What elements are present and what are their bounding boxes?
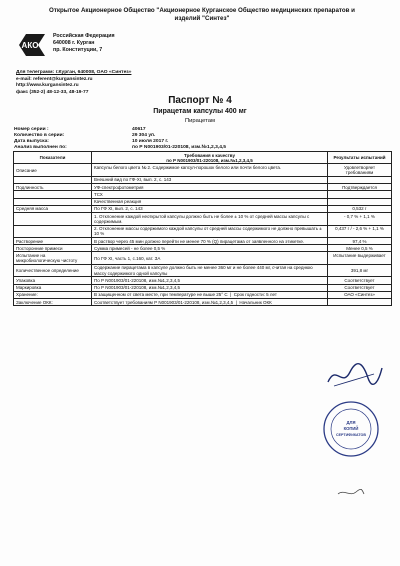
cell-requirement: 2. Отклонение массы содержимого каждой капсулы от средней массы содержимого не должно превышать ± 10 % <box>92 225 328 237</box>
storage-org: ОАО «Синтез» <box>328 291 392 298</box>
cell-result: 97,4 % <box>328 237 392 244</box>
cell-requirement: По ГФ ХI, вып. 2, с. 143 <box>92 205 328 212</box>
cell-requirement: По ГФ ХI, часть 1, с.160, кат. ЗА <box>92 252 328 264</box>
cell-indicator: Подлинность <box>14 184 92 191</box>
table-row <box>14 225 392 237</box>
meta-label: Количество в серии: <box>14 133 65 138</box>
company-name-line1: Открытое Акционерное Общество "Акционерное Курганское Общество медицинских препаратов и <box>49 7 355 14</box>
storage-row <box>14 291 392 298</box>
contacts-telegram: Для телеграмм: г.Курган, 640008, ОАО «Синтез» <box>16 70 132 75</box>
shelf-life: Срок годности: 5 лет <box>233 292 277 298</box>
address-country: Российская Федерация <box>53 33 115 39</box>
product-name: Пирацетам капсулы 400 мг <box>153 108 247 115</box>
table-row <box>14 164 392 176</box>
cell-result <box>328 176 392 183</box>
cell-result: Подтверждается <box>328 184 392 191</box>
cell-requirement: Содержание пирацетама в капсуле должно быть не менее 360 мг и не более 440 мг, считая на среднюю массу содержимого одной капсулы <box>92 264 328 276</box>
conclusion-label: Заключение ОКК: <box>14 299 92 306</box>
table-header-row <box>14 152 392 164</box>
cell-indicator: Растворение <box>14 237 92 244</box>
stamp-line2: КОПИЙ <box>343 426 359 431</box>
cell-requirement: По Р N001903/01-220108, изм.№1,2,3,4,5 <box>92 277 328 284</box>
company-logo-icon <box>17 32 47 58</box>
cell-indicator <box>14 225 92 237</box>
header-indicator: Показатели <box>14 152 92 164</box>
table-row <box>14 191 392 198</box>
signature-icon <box>324 360 384 390</box>
cell-requirement: Капсулы белого цвета № 2. Содержимое капсул-порошок белого или почти белого цвета. <box>92 164 328 176</box>
cell-indicator: Средняя масса <box>14 205 92 212</box>
company-address <box>53 33 115 54</box>
cell-requirement: По Р N001903/01-220108, изм.№1,2,3,4,5 <box>92 284 328 291</box>
storage-text: В защищенном от света месте, при температуре <box>94 292 196 298</box>
cell-requirement: ТСХ <box>92 191 328 198</box>
conclusion-signature-cell <box>328 299 392 306</box>
table-row <box>14 277 392 284</box>
conclusion-row <box>14 299 392 306</box>
stamp-line3: СЕРТИФИКАТОВ <box>336 433 366 437</box>
contacts-fax: факс (352-2) 48-12-33, 48-19-77 <box>16 89 89 95</box>
cell-result: 0,437 г / - 2,6 % + 1,1 % <box>328 225 392 237</box>
cell-indicator: Посторонние примеси <box>14 245 92 252</box>
cell-indicator: Описание <box>14 164 92 176</box>
conclusion-cell: Соответствует требованиям Р N001903/01-220108, изм.№1,2,3,4,5 | Начальник ОКК <box>92 299 328 306</box>
conclusion-head: Начальник ОКК <box>239 299 272 305</box>
handwritten-mark-icon <box>336 488 366 498</box>
cell-requirement: УФ-спектрофотометрия <box>92 184 328 191</box>
stamp-line1: ДЛЯ <box>346 420 356 425</box>
meta-value: 40617 <box>132 127 146 132</box>
cell-result: 391,8 мг <box>328 264 392 276</box>
cell-indicator <box>14 176 92 183</box>
table-row <box>14 245 392 252</box>
company-contacts <box>16 70 131 96</box>
header-result: Результаты испытаний <box>328 152 392 164</box>
meta-label: Дата выпуска: <box>14 139 49 144</box>
cell-requirement: Внешний вид по ГФ-ХI, вып. 2, с. 143 <box>92 176 328 183</box>
header-requirement-ref: по Р N001903/01-220108, изм.№1,2,3,4,5 <box>166 157 253 163</box>
cell-result <box>328 191 392 198</box>
table-row <box>14 198 392 205</box>
table-row <box>14 184 392 191</box>
contacts-email: e-mail: referent@kurgansintez.ru <box>16 76 93 82</box>
meta-value: 29 304 уп. <box>132 133 156 138</box>
cell-result: Соответствует <box>328 284 392 291</box>
storage-cell: В защищенном от света месте, при температуре не выше 25° С | Срок годности: 5 лет <box>92 291 328 298</box>
cell-result <box>328 198 392 205</box>
table-row <box>14 213 392 225</box>
company-name-line2: изделий "Синтез" <box>174 15 230 22</box>
conclusion-text: Соответствует требованиям Р N001903/01-220108, изм.№1,2,3,4,5 <box>94 299 234 305</box>
cell-requirement: Сумма примесей - не более 0,5 % <box>92 245 328 252</box>
cell-indicator <box>14 213 92 225</box>
cell-requirement: В раствор через 45 мин должно перейти не менее 70 % (Q) пирацетама от заявленного на этикетке. <box>92 237 328 244</box>
header-requirement-title: Требования к качеству <box>184 152 235 158</box>
table-row <box>14 237 392 244</box>
table-row <box>14 252 392 264</box>
cell-result: 0,532 г <box>328 205 392 212</box>
cell-result: Испытание выдерживает <box>328 252 392 264</box>
table-row <box>14 205 392 212</box>
svg-text:АКО: АКО <box>21 41 39 50</box>
batch-meta <box>14 127 284 151</box>
contacts-web: http://www.kurgansintez.ru <box>16 83 79 89</box>
address-street: пр. Конституции, 7 <box>53 47 103 53</box>
cell-result: Соответствует <box>328 277 392 284</box>
storage-label: Хранение: <box>14 291 92 298</box>
passport-title: Паспорт № 4 <box>168 95 232 106</box>
cell-requirement: Качественная реакция <box>92 198 328 205</box>
product-inn: Пирацетам <box>185 118 215 124</box>
cell-indicator: Количественное определение <box>14 264 92 276</box>
table-row <box>14 264 392 276</box>
quality-table <box>13 151 392 306</box>
meta-label: Анализ выполнен по: <box>14 145 67 150</box>
cell-indicator: Упаковка <box>14 277 92 284</box>
cell-result: - 0,7 % + 1,1 % <box>328 213 392 225</box>
stamp-icon <box>322 400 380 458</box>
address-city: 640008 г. Курган <box>53 40 95 46</box>
cell-result: Менее 0,5 % <box>328 245 392 252</box>
cell-result: Удовлетворяет требованиям <box>328 164 392 176</box>
storage-temp: не выше 25° С <box>197 292 228 298</box>
cell-requirement: 1. Отклонение каждой неоткрытой капсулы должно быть не более ± 10 % от средней массы капсулы с содержимым. <box>92 213 328 225</box>
cell-indicator: Маркировка <box>14 284 92 291</box>
header-requirement <box>92 152 328 164</box>
table-row <box>14 284 392 291</box>
meta-value: 10 июля 2017 г. <box>132 139 169 144</box>
cell-indicator <box>14 191 92 198</box>
meta-label: Номер серии : <box>14 127 49 132</box>
table-row <box>14 176 392 183</box>
cell-indicator <box>14 198 92 205</box>
meta-value: по Р N001903/01-220108, изм.№1,2,3,4,5 <box>132 145 227 150</box>
cell-indicator: Испытание на микробиологическую чистоту <box>14 252 92 264</box>
